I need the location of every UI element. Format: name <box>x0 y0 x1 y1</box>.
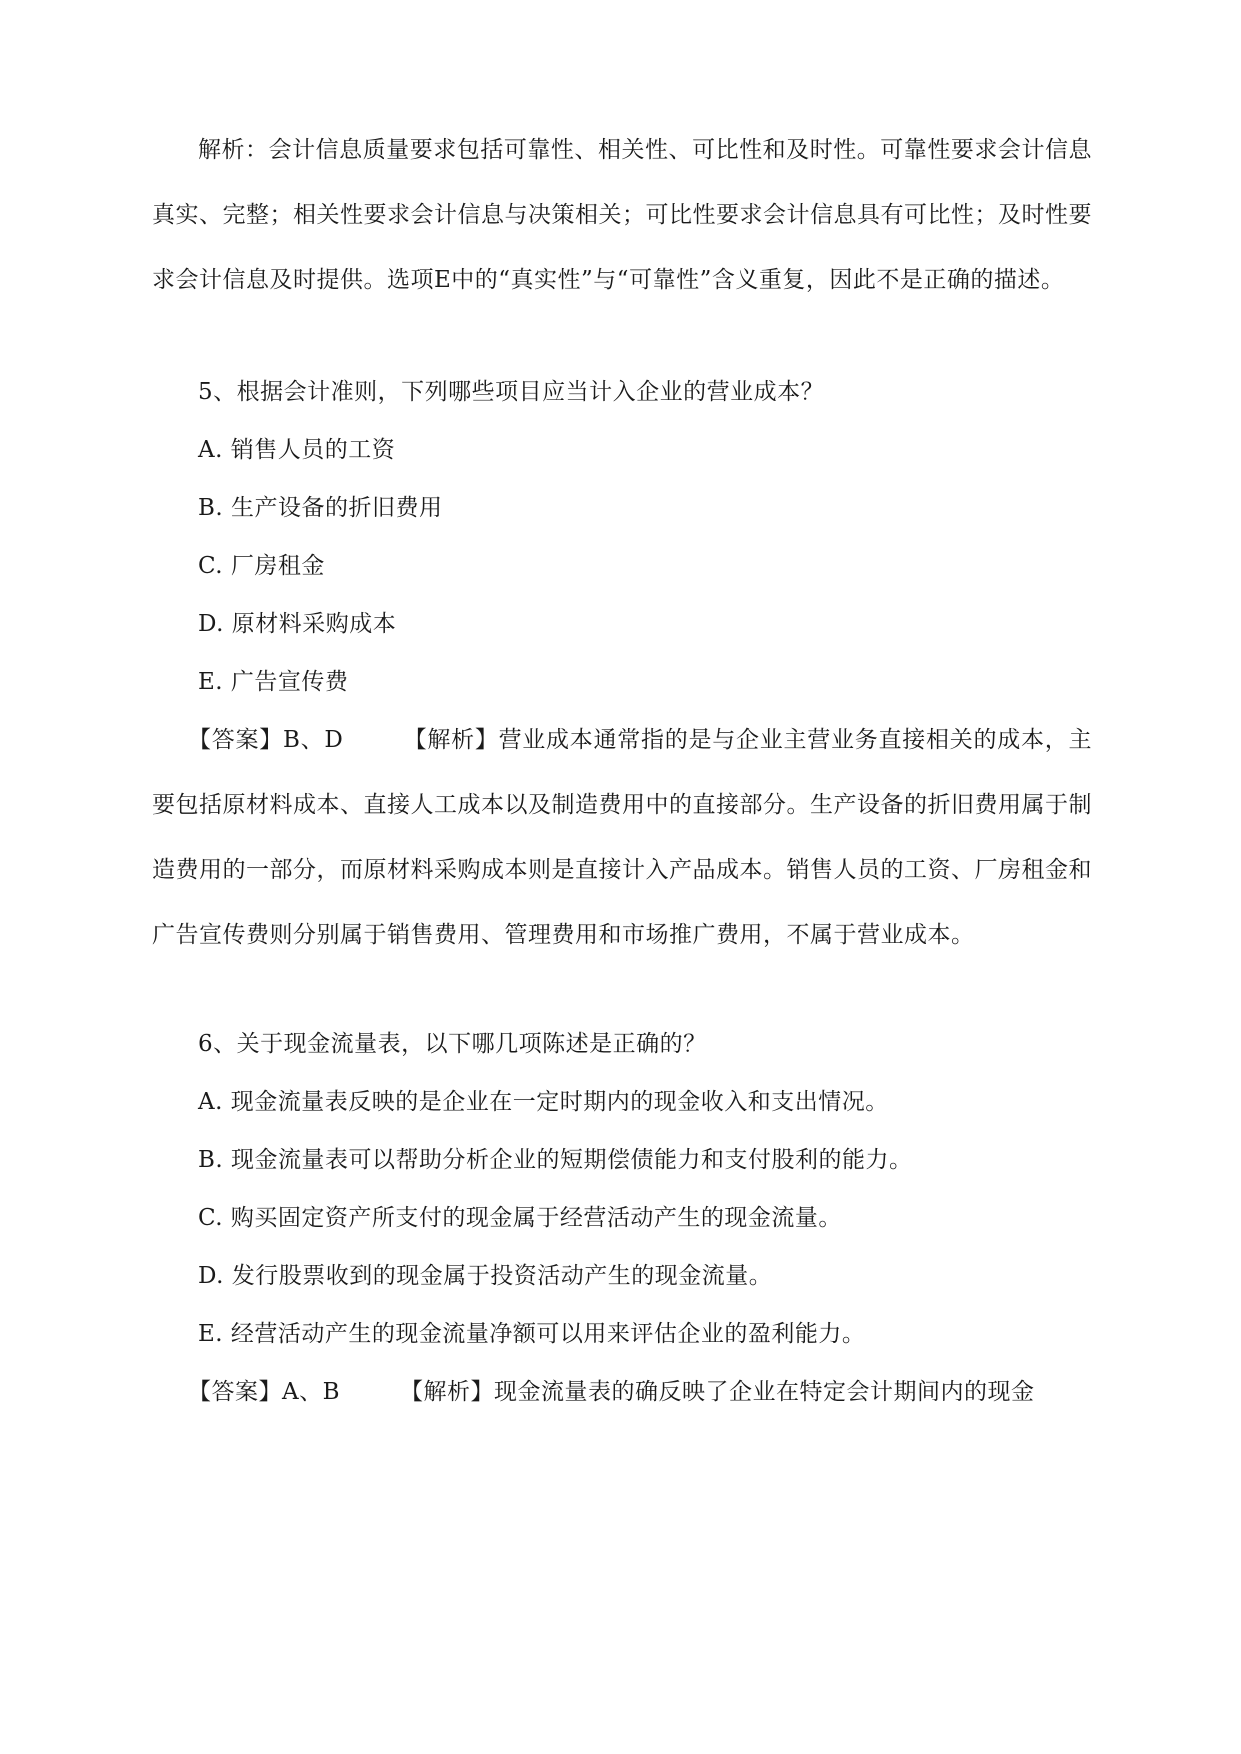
question-6-text: 6、关于现金流量表，以下哪几项陈述是正确的？ <box>198 1031 707 1057</box>
question-6-answer <box>152 1360 1092 1425</box>
question-5-text: 5、根据会计准则，下列哪些项目应当计入企业的营业成本？ <box>198 379 825 405</box>
previous-explanation: 解析：会计信息质量要求包括可靠性、相关性、可比性和及时性。可靠性要求会计信息真实、完整；相关性要求会计信息与决策相关；可比性要求会计信息具有可比性；及时性要求会计信息及时提供。选项E中的“真实性”与“可靠性”含义重复，因此不是正确的描述。 <box>152 137 1092 293</box>
question-5-answer-label: 【答案】B、D <box>188 727 344 753</box>
question-5-option-b: B. 生产设备的折旧费用 <box>198 495 443 521</box>
question-5-answer <box>152 708 1092 968</box>
question-6-option-d: D. 发行股票收到的现金属于投资活动产生的现金流量。 <box>198 1263 773 1289</box>
question-5-explanation: 【解析】营业成本通常指的是与企业主营业务直接相关的成本，主要包括原材料成本、直接人工成本以及制造费用中的直接部分。生产设备的折旧费用属于制造费用的一部分，而原材料采购成本则是直接计入产品成本。销售人员的工资、厂房租金和广告宣传费则分别属于销售费用、管理费用和市场推广费用，不属于营业成本。 <box>152 727 1093 948</box>
question-6-option-b: B. 现金流量表可以帮助分析企业的短期偿债能力和支付股利的能力。 <box>198 1147 913 1173</box>
question-5-option-e: E. 广告宣传费 <box>198 669 349 695</box>
question-6-answer-label: 【答案】A、B <box>188 1379 341 1405</box>
question-6-explanation: 【解析】现金流量表的确反映了企业在特定会计期间内的现金 <box>400 1379 1035 1405</box>
question-5-option-c: C. 厂房租金 <box>198 553 325 579</box>
question-5-option-d: D. 原材料采购成本 <box>198 611 397 637</box>
question-5-option-a: A. 销售人员的工资 <box>198 437 396 463</box>
question-6-option-e: E. 经营活动产生的现金流量净额可以用来评估企业的盈利能力。 <box>198 1321 866 1347</box>
question-6-option-a: A. 现金流量表反映的是企业在一定时期内的现金收入和支出情况。 <box>198 1089 889 1115</box>
question-6-option-c: C. 购买固定资产所支付的现金属于经营活动产生的现金流量。 <box>198 1205 842 1231</box>
